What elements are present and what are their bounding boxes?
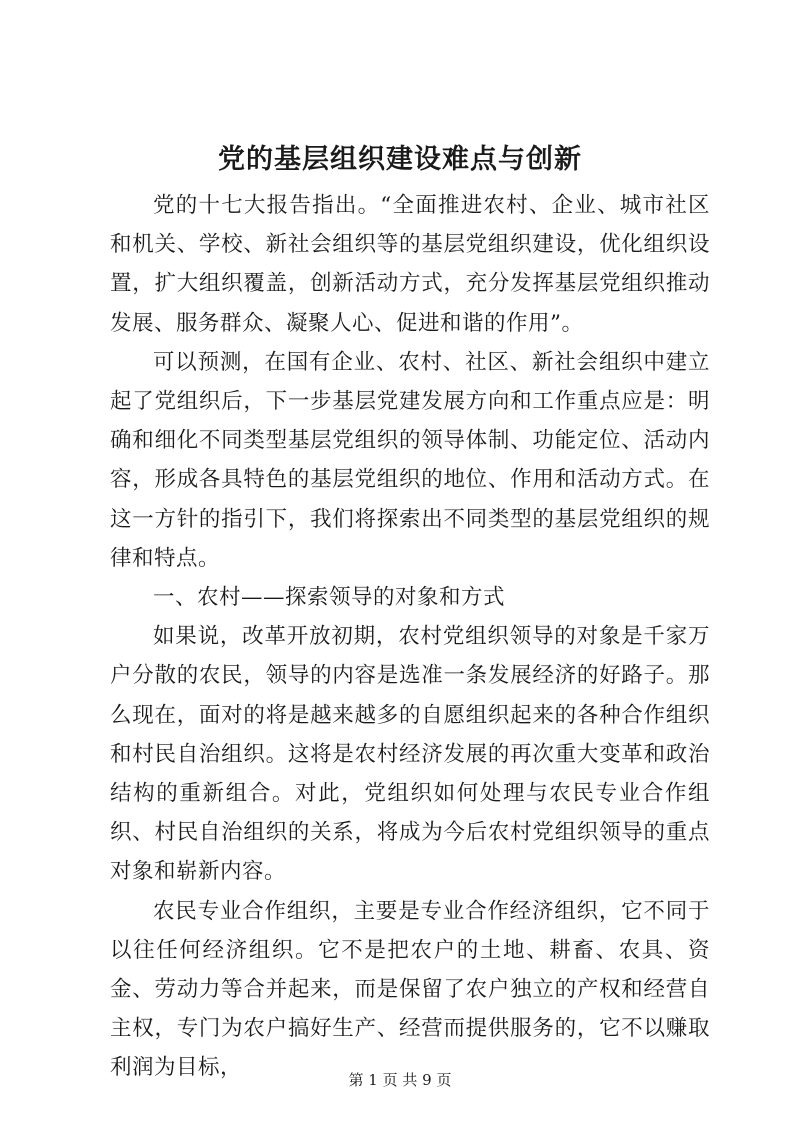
page-number-footer: 第 1 页 共 9 页 — [348, 1071, 452, 1089]
document-title: 党的基层组织建设难点与创新 — [218, 144, 582, 175]
paragraph-cooperative: 农民专业合作组织，主要是专业合作经济组织，它不同于以往任何经济组织。它不是把农户的土地、耕畜、农具、资金、劳动力等合并起来，而是保留了农户独立的产权和经营自主权，专门为农户搞好生产、经营而提供服务的，它不以赚取利润为目标， — [110, 898, 710, 1081]
document-body — [110, 186, 710, 1088]
paragraph-prediction: 可以预测，在国有企业、农村、社区、新社会组织中建立起了党组织后，下一步基层党建发展方向和工作重点应是：明确和细化不同类型基层党组织的领导体制、功能定位、活动内容，形成各具特色的基层党组织的地位、作用和活动方式。在这一方针的指引下，我们将探索出不同类型的基层党组织的规律和特点。 — [110, 349, 710, 571]
section-heading-rural: 一、农村——探索领导的对象和方式 — [153, 585, 506, 611]
paragraph-intro: 党的十七大报告指出。“全面推进农村、企业、城市社区和机关、学校、新社会组织等的基层党组织建设，优化组织设置，扩大组织覆盖，创新活动方式，充分发挥基层党组织推动发展、服务群众、凝聚人心、促进和谐的作用”。 — [110, 193, 710, 336]
paragraph-rural-reform: 如果说，改革开放初期，农村党组织领导的对象是千家万户分散的农民，领导的内容是选准一条发展经济的好路子。那么现在，面对的将是越来越多的自愿组织起来的各种合作组织和村民自治组织。这将是农村经济发展的再次重大变革和政治结构的重新组合。对此，党组织如何处理与农民专业合作组织、村民自治组织的关系，将成为今后农村党组织领导的重点对象和崭新内容。 — [110, 624, 710, 885]
